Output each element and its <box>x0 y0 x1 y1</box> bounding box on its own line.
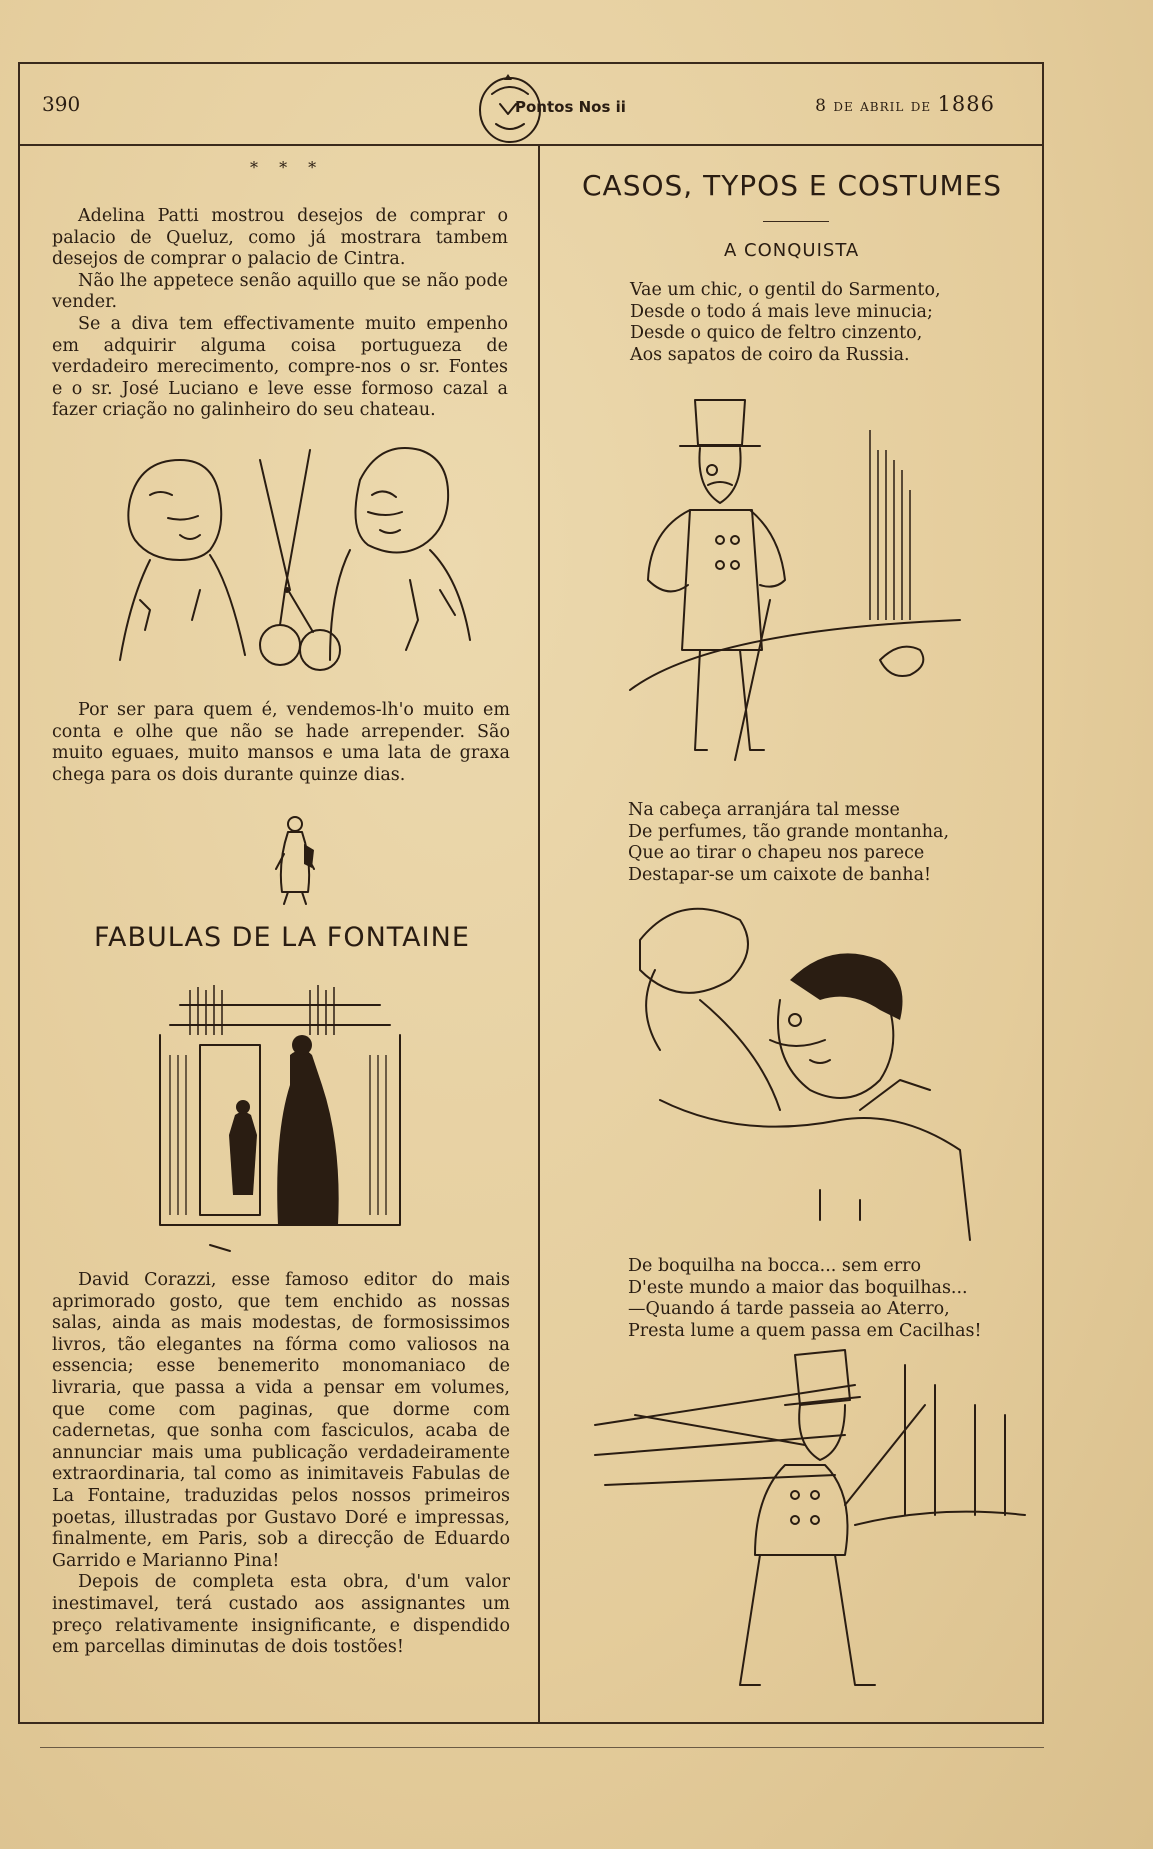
stanza-2-line-4: Destapar-se um caixote de banha! <box>628 864 932 885</box>
stanza-3-line-2: D'este mundo a maior das boquilhas... <box>628 1277 968 1298</box>
stanza-1 <box>630 280 941 366</box>
issue-date-text: 8 de abril de <box>815 96 932 116</box>
masthead-title: Pontos Nos ii <box>515 98 626 116</box>
stanza-2-line-1: Na cabeça arranjára tal messe <box>628 800 900 820</box>
scissors-caption <box>52 700 510 786</box>
page-number: 390 <box>42 92 81 116</box>
stanza-2-line-3: Que ao tirar o chapeu nos parece <box>628 843 925 863</box>
scissors-caricature-illustration <box>110 440 500 690</box>
title-rule <box>763 221 829 222</box>
fabulas-engraving-illustration <box>140 975 420 1240</box>
corazzi-paragraph-2: Depois de completa esta obra, d'um valor inestimavel, terá custado aos assignantes um preço relativamente insignificante, e dispendido em parcellas diminutas de dois tostões! <box>52 1572 510 1658</box>
issue-date <box>815 92 995 116</box>
column-rule <box>538 146 540 1722</box>
stanza-1-line-2: Desde o todo á mais leve minucia; <box>630 301 933 322</box>
stanza-1-line-1: Vae um chic, o gentil do Sarmento, <box>630 280 941 300</box>
conquista-subtitle: A CONQUISTA <box>724 240 860 261</box>
stanza-2-line-2: De perfumes, tão grande montanha, <box>628 821 950 842</box>
dandy-walking-illustration <box>630 390 970 770</box>
patti-paragraph-1: Adelina Patti mostrou desejos de comprar o palacio de Queluz, como já mostrara tambem desejos de comprar o palacio de Cintra. <box>52 206 508 270</box>
patti-paragraph-2: Não lhe appetece senão aquillo que se não pode vender. <box>52 270 508 313</box>
dandy-cigar-holder-illustration <box>595 1345 1035 1715</box>
dandy-hat-tip-illustration <box>620 900 990 1240</box>
stanza-2 <box>628 800 949 886</box>
stanza-3-line-1: De boquilha na bocca... sem erro <box>628 1256 922 1276</box>
stanza-3-line-4: Presta lume a quem passa em Cacilhas! <box>628 1320 982 1341</box>
scissors-caption-text: Por ser para quem é, vendemos-lh'o muito em conta e olhe que não se hade arrepender. São muito eguaes, muito mansos e uma lata de graxa chega para os dois durante quinze dias. <box>52 700 510 785</box>
separator-stars: * * * <box>250 158 325 177</box>
issue-year: 1886 <box>937 92 995 116</box>
fabulas-title: FABULAS DE LA FONTAINE <box>94 922 470 953</box>
stanza-3 <box>628 1256 982 1342</box>
stanza-1-line-3: Desde o quico de feltro cinzento, <box>630 323 923 343</box>
corazzi-paragraph-1: David Corazzi, esse famoso editor do mais aprimorado gosto, que tem enchido as nossas salas, ainda as mais modestas, de formosissimos livros, tão elegantes na fórma como valiosos na essencia; esse benemerito monomaniaco de livraria, que passa a vida a pensar em volumes, que come com paginas, que dorme com cadernetas, que sonha com fasciculos, acaba de annunciar mais uma publicação verdadeiramente extraordinaria, tal como as inimitaveis Fabulas de La Fontaine, traduzidas pelos nossos primeiros poetas, illustradas por Gustavo Doré e impressas, finalmente, em Paris, sob a direcção de Eduardo Garrido e Marianno Pina! <box>52 1270 510 1571</box>
corazzi-article <box>52 1270 510 1659</box>
small-figure-vignette <box>270 814 320 906</box>
stanza-1-line-4: Aos sapatos de coiro da Russia. <box>630 344 910 365</box>
stanza-3-line-3: —Quando á tarde passeia ao Aterro, <box>628 1299 950 1319</box>
bottom-rule <box>40 1747 1044 1748</box>
casos-title: CASOS, TYPOS E COSTUMES <box>582 169 1003 202</box>
patti-article <box>52 206 508 422</box>
patti-paragraph-3: Se a diva tem effectivamente muito empenho em adquirir alguma coisa portugueza de verdadeiro merecimento, compre-nos o sr. Fontes e o sr. José Luciano e leve esse formoso cazal a fazer criação no galinheiro do seu chateau. <box>52 313 508 421</box>
